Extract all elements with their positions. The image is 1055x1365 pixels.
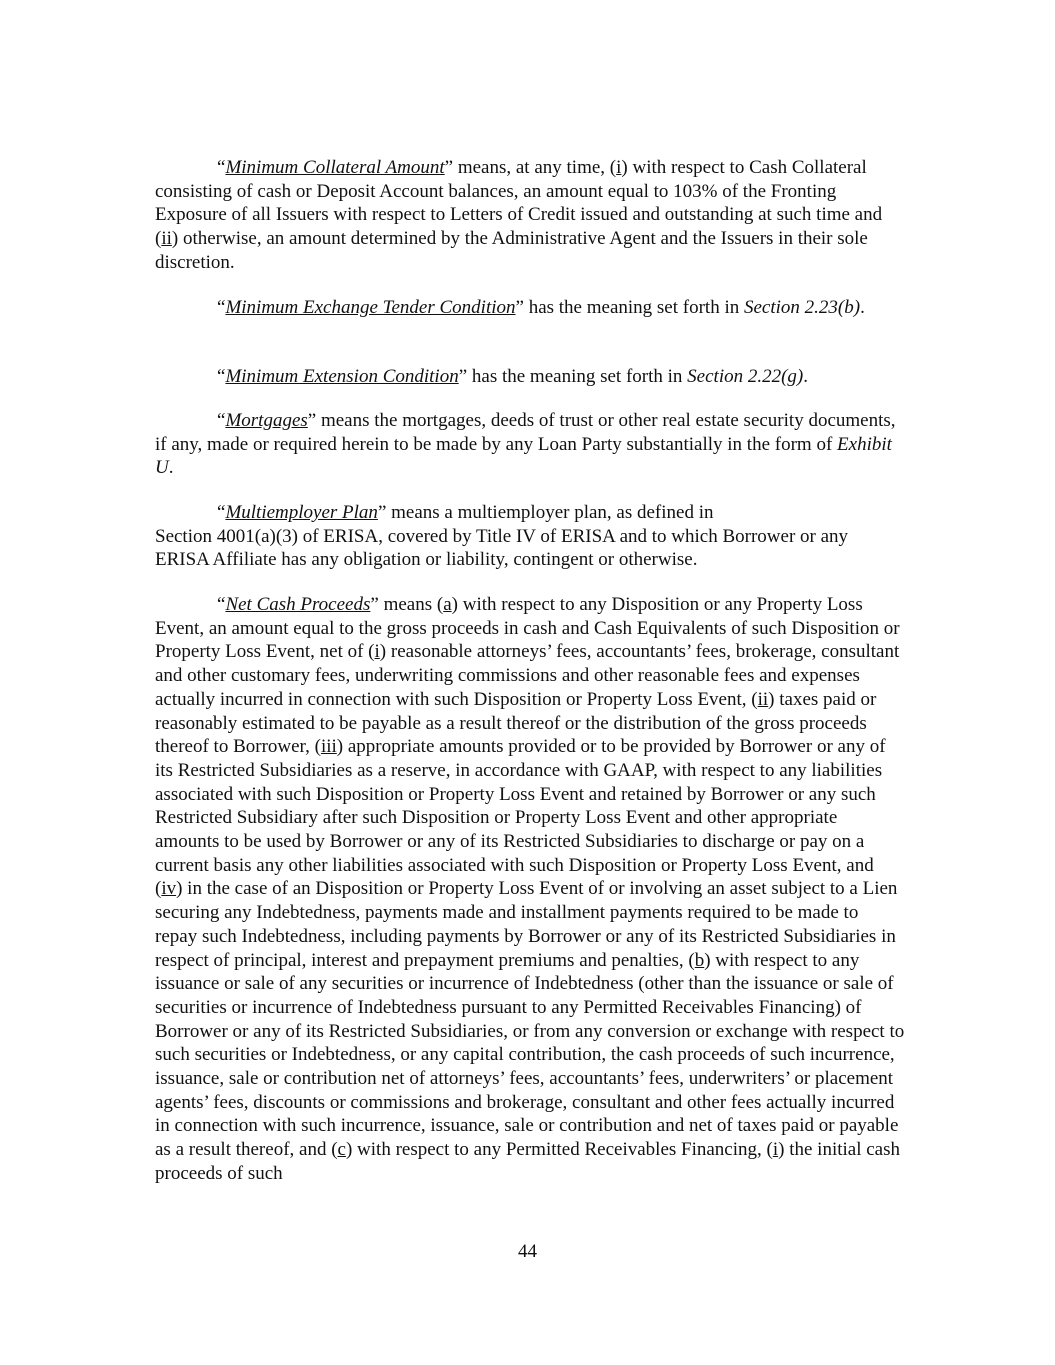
clause-marker: i xyxy=(374,641,380,663)
definition-text: ) in the case of an Disposition or Property Loss Event of or involving an asset subject to a Lien securing any Indebtedness, payments made and installment payments required to be made to repay such Indebtedness, including payments by Borrower or any of its Restricted Subsidiaries in respect of principal, interest and prepayment premiums and penalties, ( xyxy=(155,878,898,971)
definition-minimum-exchange-tender-condition xyxy=(155,296,905,320)
open-quote: “ xyxy=(217,502,226,523)
definition-text: ) with respect to any Permitted Receivables Financing, ( xyxy=(345,1139,773,1161)
clause-marker: iii xyxy=(320,736,337,758)
definition-text: ) the initial cash proceeds of such xyxy=(155,1139,901,1184)
definition-text: ) with respect to any Disposition or any Property Loss Event, an amount equal to the gross proceeds in cash and Cash Equivalents of such Disposition or Property Loss Event, net of ( xyxy=(155,594,900,663)
clause-marker: iv xyxy=(161,878,177,900)
definition-multiemployer-plan xyxy=(155,501,905,572)
section-reference: Section 2.22(g) xyxy=(687,366,804,387)
open-quote: “ xyxy=(217,366,226,387)
definition-text: ” means the mortgages, deeds of trust or other real estate security documents, if any, made or required herein to be made by any Loan Party substantially in the form of xyxy=(155,410,896,455)
definition-text: ” has the meaning set forth in xyxy=(515,297,744,318)
defined-term: Minimum Extension Condition xyxy=(225,366,459,387)
clause-marker: a xyxy=(443,594,452,615)
clause-marker: b xyxy=(694,949,705,971)
clause-marker: ii xyxy=(161,228,172,250)
open-quote: “ xyxy=(217,594,226,615)
definition-text: . xyxy=(860,297,865,318)
defined-term: Minimum Collateral Amount xyxy=(225,157,445,178)
definition-net-cash-proceeds xyxy=(155,593,905,1186)
definition-text: ) reasonable attorneys’ fees, accountants’ fees, brokerage, consultant and other customary fees, underwriting commissions and other reasonable fees and expenses actually incurred in connection with such Disposition or Property Loss Event, ( xyxy=(155,641,900,710)
page-number: 44 xyxy=(518,1241,537,1262)
clause-marker: ii xyxy=(757,688,769,710)
definition-text: ) otherwise, an amount determined by the Administrative Agent and the Issuers in their sole discretion. xyxy=(155,228,868,273)
definition-text: . xyxy=(803,366,808,387)
open-quote: “ xyxy=(217,410,226,431)
definition-text: Section 4001(a)(3) of ERISA, covered by Title IV of ERISA and to which Borrower or any ERISA Affiliate has any obligation or liability, contingent or otherwise. xyxy=(155,525,849,571)
section-reference: Section 2.23(b) xyxy=(743,297,861,318)
definition-text: ) taxes paid or reasonably estimated to be payable as a result thereof or the distribution of the gross proceeds thereof to Borrower, ( xyxy=(155,688,877,758)
open-quote: “ xyxy=(217,297,226,318)
definition-text: ” means a multiemployer plan, as defined in xyxy=(377,502,714,523)
clause-marker: i xyxy=(616,157,622,178)
clause-marker: i xyxy=(772,1139,779,1161)
definition-text: ” means ( xyxy=(370,594,444,615)
definition-text: ) appropriate amounts provided or to be provided by Borrower or any of its Restricted Subsidiaries as a reserve, in accordance with GAAP, with respect to any liabilities associated with such Disposition or Property Loss Event and retained by Borrower or any such Restricted Subsidiary after such Disposition or Property Loss Event and other appropriate amounts to be used by Borrower or any of its Restricted Subsidiaries to discharge or pay on a current basis any other liabilities associated with such Disposition or Property Loss Event, and ( xyxy=(155,736,886,900)
defined-term: Net Cash Proceeds xyxy=(225,594,371,615)
defined-term: Multiemployer Plan xyxy=(225,502,378,523)
definition-text: ) with respect to Cash Collateral consisting of cash or Deposit Account balances, an amount equal to 103% of the Fronting Exposure of all Issuers with respect to Letters of Credit issued and outstanding at such time and ( xyxy=(155,157,883,250)
defined-term: Mortgages xyxy=(225,410,308,431)
definition-text: . xyxy=(168,457,174,479)
definition-minimum-collateral-amount xyxy=(155,156,905,275)
definition-text: ) with respect to any issuance or sale of any securities or incurrence of Indebtedness (other than the issuance or sale of securities or incurrence of Indebtedness pursuant to any Permitted Receivables Financing) of Borrower or any of its Restricted Subsidiaries, or from any conversion or exchange with respect to such securities or Indebtedness, or any capital contribution, the cash proceeds of such incurrence, issuance, sale or contribution net of attorneys’ fees, accountants’ fees, underwriters’ or placement agents’ fees, discounts or commissions and brokerage, consultant and other fees actually incurred in connection with such incurrence, issuance, sale or contribution and net of taxes paid or payable as a result thereof, and ( xyxy=(155,949,905,1161)
exhibit-reference: Exhibit U xyxy=(155,433,892,479)
definition-minimum-extension-condition xyxy=(155,365,905,389)
definition-text: ” has the meaning set forth in xyxy=(458,366,688,387)
open-quote: “ xyxy=(217,157,226,178)
definition-text: ” means, at any time, ( xyxy=(444,157,617,178)
clause-marker: c xyxy=(337,1139,346,1161)
definition-mortgages xyxy=(155,409,905,480)
defined-term: Minimum Exchange Tender Condition xyxy=(225,297,516,318)
